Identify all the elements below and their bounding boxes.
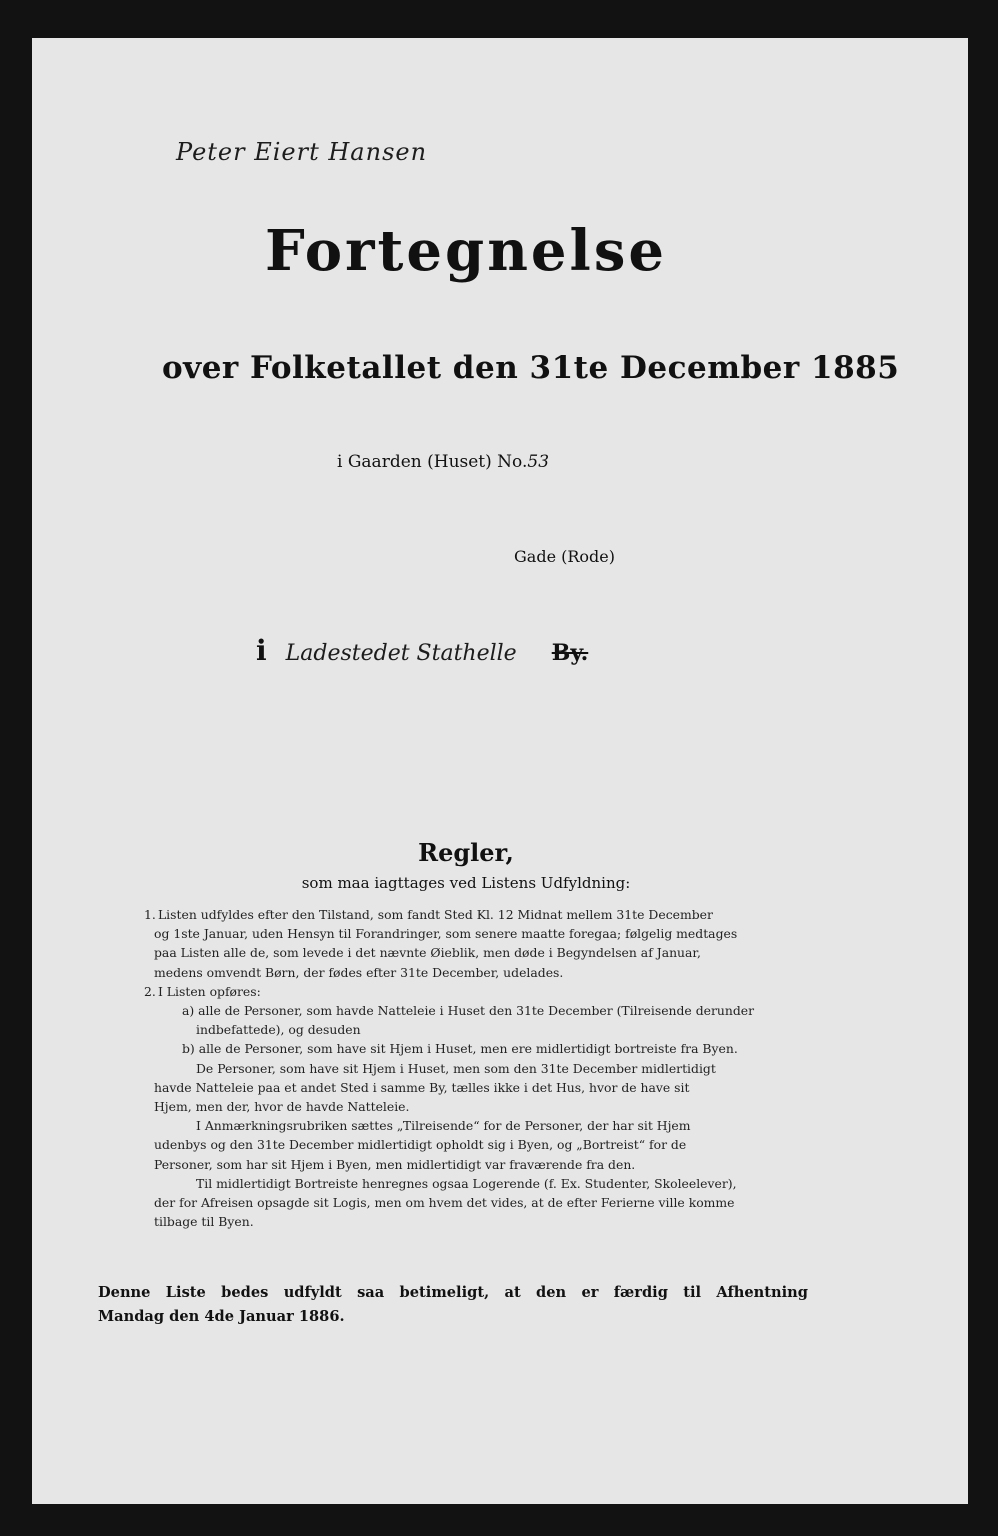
rule-line: a) alle de Personer, som havde Natteleie i Huset den 31te December (Tilreisende derunder <box>182 1003 755 1019</box>
street-label: Gade (Rode) <box>514 547 615 566</box>
house-label: i Gaarden (Huset) No. <box>337 452 528 472</box>
handwritten-house-number: 53 <box>527 452 550 472</box>
rule-line: udenbys og den 31te December midlertidigt opholdt sig i Byen, og „Bortreist“ for de <box>154 1137 687 1153</box>
rule-line: b) alle de Personer, som have sit Hjem i Huset, men ere midlertidigt bortreiste fra Byen. <box>182 1041 738 1057</box>
town-suffix-struck: By. <box>551 640 589 666</box>
rule-line: Til midlertidigt Bortreiste henregnes ogsaa Logerende (f. Ex. Studenter, Skoleelever), <box>196 1175 737 1191</box>
form-subtitle: over Folketallet den 31te December 1885 <box>162 350 900 386</box>
rule-line: paa Listen alle de, som levede i det nævnte Øieblik, men døde i Begyndelsen af Januar, <box>154 945 701 961</box>
rules-heading: Regler, <box>418 838 514 867</box>
town-prefix: i <box>256 634 267 667</box>
rule-line: indbefattede), og desuden <box>196 1022 361 1038</box>
rule-line: 2. I Listen opføres: <box>144 983 261 999</box>
pickup-notice <box>98 1281 808 1329</box>
handwritten-signature: Peter Eiert Hansen <box>176 138 428 166</box>
notice-line-2: Mandag den 4de Januar 1886. <box>98 1308 345 1325</box>
form-title: Fortegnelse <box>265 218 667 284</box>
rule-line: tilbage til Byen. <box>154 1214 254 1230</box>
handwritten-town-name: Ladestedet Stathelle <box>285 641 517 666</box>
rule-line: medens omvendt Børn, der fødes efter 31te December, udelades. <box>154 964 564 980</box>
census-form-page <box>32 38 968 1504</box>
rules-list <box>144 905 804 1231</box>
notice-line-1: Denne Liste bedes udfyldt saa betimeligt, at den er færdig til Afhentning <box>98 1284 808 1301</box>
rule-line: og 1ste Januar, uden Hensyn til Forandringer, som senere maatte foregaa; følgelig medtages <box>154 926 738 942</box>
rule-line: De Personer, som have sit Hjem i Huset, men som den 31te December midlertidigt <box>196 1060 716 1076</box>
rule-line: Hjem, men der, hvor de havde Natteleie. <box>154 1099 410 1115</box>
rule-line: Personer, som har sit Hjem i Byen, men midlertidigt var fraværende fra den. <box>154 1156 636 1172</box>
rule-line: havde Natteleie paa et andet Sted i samme By, tælles ikke i det Hus, hvor de have sit <box>154 1079 690 1095</box>
house-number-line <box>337 452 549 472</box>
town-line <box>256 634 588 667</box>
rule-line: der for Afreisen opsagde sit Logis, men om hvem det vides, at de efter Ferierne ville komme <box>154 1195 735 1211</box>
rule-line: I Anmærkningsrubriken sættes „Tilreisende“ for de Personer, der har sit Hjem <box>196 1118 691 1134</box>
rule-line: 1. Listen udfyldes efter den Tilstand, som fandt Sted Kl. 12 Midnat mellem 31te December <box>144 907 713 922</box>
rules-intro: som maa iagttages ved Listens Udfyldning: <box>301 874 631 892</box>
